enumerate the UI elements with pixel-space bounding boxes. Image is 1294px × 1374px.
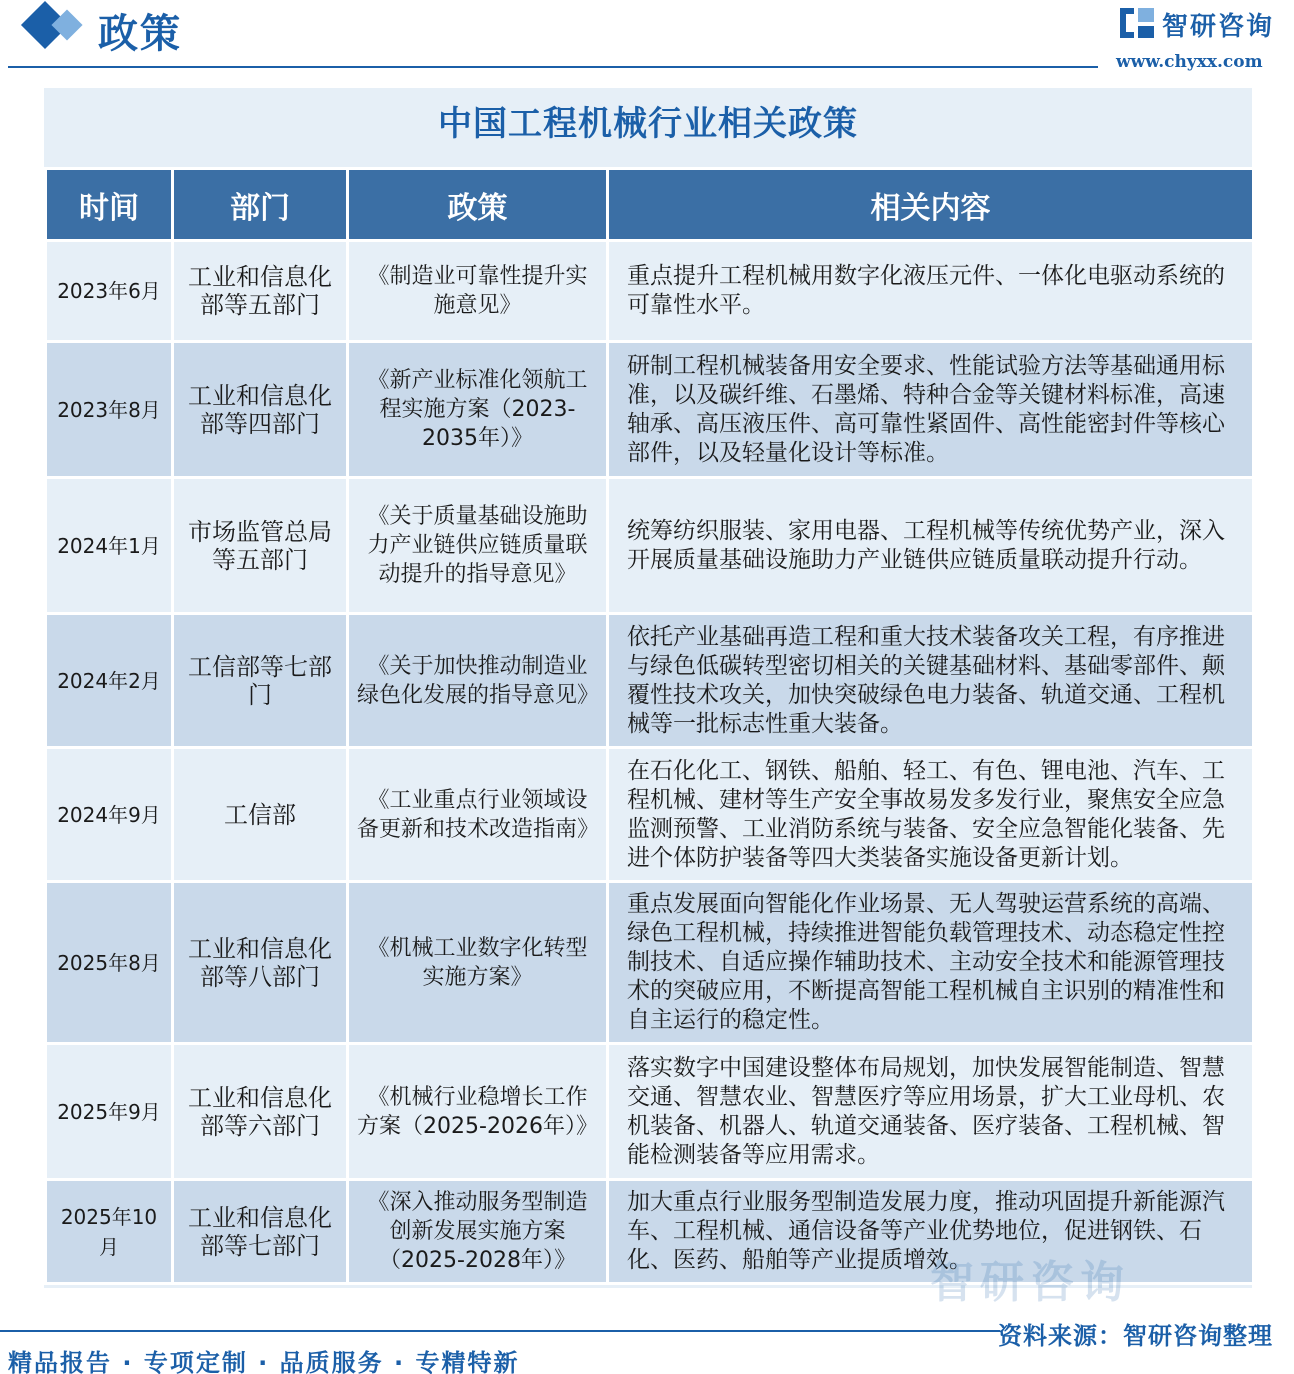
footer-divider — [0, 1330, 1000, 1332]
cell-time: 2024年9月 — [46, 748, 173, 882]
table-row — [46, 478, 1254, 614]
cell-dept: 工业和信息化部等四部门 — [173, 342, 348, 478]
column-header-time: 时间 — [46, 169, 173, 241]
table-row — [46, 241, 1254, 342]
column-header-policy: 政策 — [348, 169, 608, 241]
cell-time: 2025年8月 — [46, 882, 173, 1044]
column-header-content: 相关内容 — [608, 169, 1254, 241]
column-header-dept: 部门 — [173, 169, 348, 241]
table-row — [46, 748, 1254, 882]
table-row — [46, 342, 1254, 478]
cell-content: 重点提升工程机械用数字化液压元件、一体化电驱动系统的可靠性水平。 — [608, 241, 1254, 342]
cell-time: 2024年2月 — [46, 614, 173, 748]
cell-policy: 《关于加快推动制造业绿色化发展的指导意见》 — [348, 614, 608, 748]
cell-content: 重点发展面向智能化作业场景、无人驾驶运营系统的高端、绿色工程机械，持续推进智能负载管理技术、动态稳定性控制技术、自适应操作辅助技术、主动安全技术和能源管理技术的突破应用，不断提高智能工程机械自主识别的精准性和自主运行的稳定性。 — [608, 882, 1254, 1044]
section-title: 政策 — [98, 11, 182, 57]
cell-policy: 《新产业标准化领航工程实施方案（2023-2035年）》 — [348, 342, 608, 478]
cell-policy: 《关于质量基础设施助力产业链供应链质量联动提升的指导意见》 — [348, 478, 608, 614]
table-row — [46, 614, 1254, 748]
watermark: 智研咨询 — [930, 1257, 1130, 1308]
cell-dept: 工业和信息化部等七部门 — [173, 1180, 348, 1284]
cell-content: 统筹纺织服装、家用电器、工程机械等传统优势产业，深入开展质量基础设施助力产业链供应链质量联动提升行动。 — [608, 478, 1254, 614]
table-header-row — [46, 169, 1254, 241]
footer-slogan: 精品报告 · 专项定制 · 品质服务 · 专精特新 — [8, 1349, 520, 1374]
cell-time: 2023年6月 — [46, 241, 173, 342]
cell-content: 依托产业基础再造工程和重大技术装备攻关工程，有序推进与绿色低碳转型密切相关的关键基础材料、基础零部件、颠覆性技术攻关，加快突破绿色电力装备、轨道交通、工程机械等一批标志性重大装备。 — [608, 614, 1254, 748]
cell-dept: 工业和信息化部等八部门 — [173, 882, 348, 1044]
cell-time: 2023年8月 — [46, 342, 173, 478]
cell-dept: 工业和信息化部等五部门 — [173, 241, 348, 342]
cell-dept: 工信部 — [173, 748, 348, 882]
cell-dept: 工信部等七部门 — [173, 614, 348, 748]
chyxx-logo-icon — [1120, 8, 1154, 38]
cell-policy: 《制造业可靠性提升实施意见》 — [348, 241, 608, 342]
cell-time: 2024年1月 — [46, 478, 173, 614]
cell-policy: 《机械行业稳增长工作方案（2025-2026年）》 — [348, 1044, 608, 1180]
brand-url: www.chyxx.com — [1116, 52, 1263, 72]
cell-policy: 《深入推动服务型制造创新发展实施方案（2025-2028年）》 — [348, 1180, 608, 1284]
cell-content: 研制工程机械装备用安全要求、性能试验方法等基础通用标准，以及碳纤维、石墨烯、特种合金等关键材料标准，高速轴承、高压液压件、高可靠性紧固件、高性能密封件等核心部件，以及轻量化设计等标准。 — [608, 342, 1254, 478]
cell-dept: 工业和信息化部等六部门 — [173, 1044, 348, 1180]
cell-content: 落实数字中国建设整体布局规划，加快发展智能制造、智慧交通、智慧农业、智慧医疗等应用场景，扩大工业母机、农机装备、机器人、轨道交通装备、医疗装备、工程机械、智能检测装备等应用需求。 — [608, 1044, 1254, 1180]
cell-content: 在石化化工、钢铁、船舶、轻工、有色、锂电池、汽车、工程机械、建材等生产安全事故易发多发行业，聚焦安全应急监测预警、工业消防系统与装备、安全应急智能化装备、先进个体防护装备等四大类装备实施设备更新计划。 — [608, 748, 1254, 882]
cell-content: 加大重点行业服务型制造发展力度，推动巩固提升新能源汽车、工程机械、通信设备等产业优势地位，促进钢铁、石化、医药、船舶等产业提质增效。 — [608, 1180, 1254, 1284]
cell-policy: 《工业重点行业领域设备更新和技术改造指南》 — [348, 748, 608, 882]
table-row — [46, 1044, 1254, 1180]
cell-time: 2025年10月 — [46, 1180, 173, 1284]
policy-table — [44, 167, 1255, 1285]
brand-name: 智研咨询 — [1162, 12, 1275, 42]
cell-policy: 《机械工业数字化转型实施方案》 — [348, 882, 608, 1044]
footer-source: 资料来源：智研咨询整理 — [998, 1322, 1273, 1350]
cell-time: 2025年9月 — [46, 1044, 173, 1180]
table-row — [46, 882, 1254, 1044]
cell-dept: 市场监管总局等五部门 — [173, 478, 348, 614]
header-divider — [8, 66, 1098, 68]
page-header — [0, 0, 1294, 70]
table-title: 中国工程机械行业相关政策 — [438, 104, 858, 144]
